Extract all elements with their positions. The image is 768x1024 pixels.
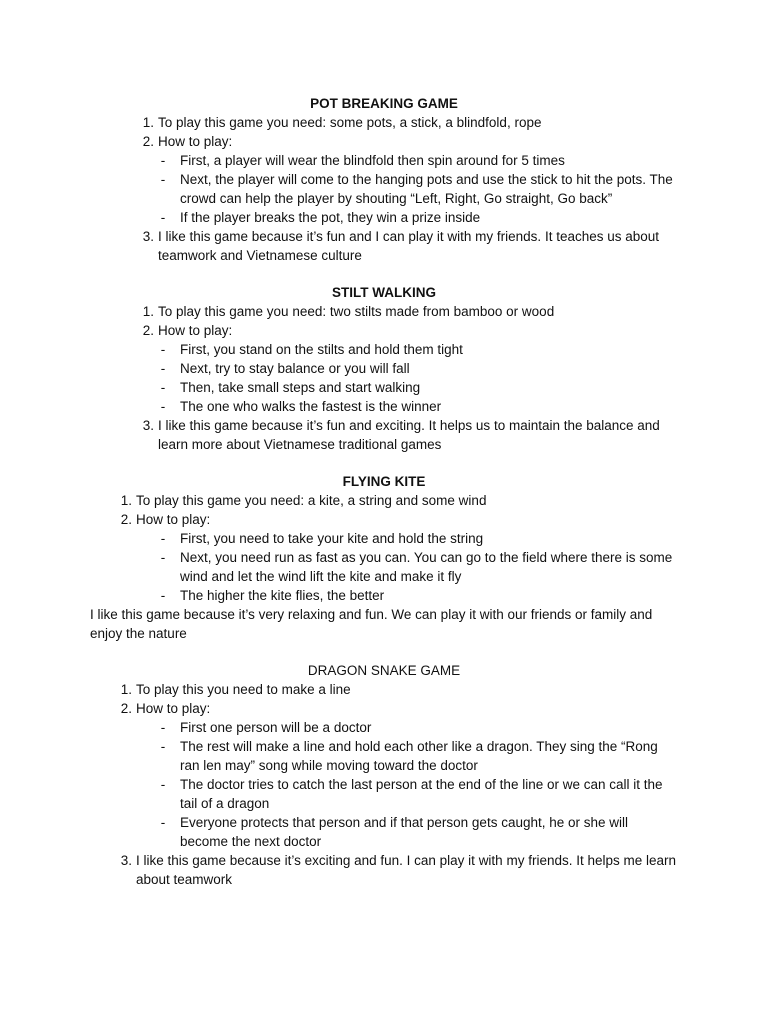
bullet-item [90, 775, 678, 813]
list-item [90, 321, 678, 340]
bullet-text: The rest will make a line and hold each other like a dragon. They sing the “Rong ran len may” song while moving toward the doctor [180, 739, 658, 773]
bullet-text: First one person will be a doctor [180, 720, 372, 735]
bullet-text: First, you need to take your kite and hold the string [180, 531, 484, 546]
list-item [90, 227, 678, 265]
list-item-text: How to play: [136, 512, 211, 527]
list-number: 1. [142, 304, 154, 319]
list-item-text: I like this game because it’s exciting and fun. I can play it with my friends. It helps me learn about teamwork [136, 853, 677, 887]
closing-paragraph: I like this game because it’s very relaxing and fun. We can play it with our friends or family and enjoy the nature [90, 607, 653, 641]
dash-bullet: - [160, 720, 166, 735]
bullet-text: Next, the player will come to the hanging pots and use the stick to hit the pots. The crowd can help the player by shouting “Left, Right, Go straight, Go back” [180, 172, 673, 206]
dash-bullet: - [160, 739, 166, 754]
bullet-text: First, you stand on the stilts and hold them tight [180, 342, 463, 357]
list-number: 2. [142, 323, 154, 338]
bullet-item [90, 378, 678, 397]
list-number: 1. [142, 115, 154, 130]
list-number: 1. [120, 493, 132, 508]
bullet-text: The higher the kite flies, the better [180, 588, 385, 603]
dash-bullet: - [160, 153, 166, 168]
list-item [90, 416, 678, 454]
dash-bullet: - [160, 777, 166, 792]
section-title-pot-breaking: POT BREAKING GAME [310, 96, 458, 111]
bullet-text: The doctor tries to catch the last person at the end of the line or we can call it the tail of a dragon [180, 777, 663, 811]
list-item [90, 680, 678, 699]
list-item-text: To play this game you need: a kite, a string and some wind [136, 493, 487, 508]
bullet-text: Next, you need run as fast as you can. You can go to the field where there is some wind and let the wind lift the kite and make it fly [180, 550, 673, 584]
bullet-text: If the player breaks the pot, they win a prize inside [180, 210, 481, 225]
dash-bullet: - [160, 550, 166, 565]
dash-bullet: - [160, 172, 166, 187]
section-title-flying-kite: FLYING KITE [342, 474, 426, 489]
list-item-text: How to play: [158, 134, 233, 149]
dash-bullet: - [160, 588, 166, 603]
list-item-text: To play this you need to make a line [136, 682, 351, 697]
list-item [90, 699, 678, 718]
list-item-text: To play this game you need: some pots, a stick, a blindfold, rope [158, 115, 542, 130]
list-number: 3. [120, 853, 132, 868]
dash-bullet: - [160, 399, 166, 414]
list-item [90, 113, 678, 132]
bullet-text: Everyone protects that person and if that person gets caught, he or she will become the next doctor [180, 815, 629, 849]
dash-bullet: - [160, 380, 166, 395]
bullet-item [90, 151, 678, 170]
dash-bullet: - [160, 815, 166, 830]
bullet-item [90, 718, 678, 737]
list-item [90, 302, 678, 321]
bullet-item [90, 359, 678, 378]
list-item [90, 510, 678, 529]
list-number: 2. [142, 134, 154, 149]
dash-bullet: - [160, 342, 166, 357]
bullet-text: The one who walks the fastest is the winner [180, 399, 442, 414]
list-number: 3. [142, 229, 154, 244]
list-item-text: I like this game because it’s fun and I can play it with my friends. It teaches us about teamwork and Vietnamese culture [158, 229, 660, 263]
list-item-text: I like this game because it’s fun and exciting. It helps us to maintain the balance and learn more about Vietnamese traditional games [158, 418, 660, 452]
dash-bullet: - [160, 210, 166, 225]
list-item-text: How to play: [136, 701, 211, 716]
dash-bullet: - [160, 531, 166, 546]
list-number: 2. [120, 512, 132, 527]
bullet-item [90, 170, 678, 208]
list-number: 1. [120, 682, 132, 697]
list-item [90, 132, 678, 151]
bullet-item [90, 340, 678, 359]
bullet-item [90, 397, 678, 416]
bullet-item [90, 813, 678, 851]
bullet-text: Next, try to stay balance or you will fall [180, 361, 410, 376]
bullet-item [90, 548, 678, 586]
section-title-dragon-snake: DRAGON SNAKE GAME [307, 663, 461, 678]
list-number: 3. [142, 418, 154, 433]
section-title-stilt-walking: STILT WALKING [332, 285, 436, 300]
bullet-text: First, a player will wear the blindfold then spin around for 5 times [180, 153, 565, 168]
dash-bullet: - [160, 361, 166, 376]
list-item-text: How to play: [158, 323, 233, 338]
list-item-text: To play this game you need: two stilts made from bamboo or wood [158, 304, 555, 319]
bullet-text: Then, take small steps and start walking [180, 380, 421, 395]
bullet-item [90, 208, 678, 227]
list-item [90, 851, 678, 889]
bullet-item [90, 529, 678, 548]
bullet-item [90, 737, 678, 775]
list-number: 2. [120, 701, 132, 716]
bullet-item [90, 586, 678, 605]
list-item [90, 491, 678, 510]
